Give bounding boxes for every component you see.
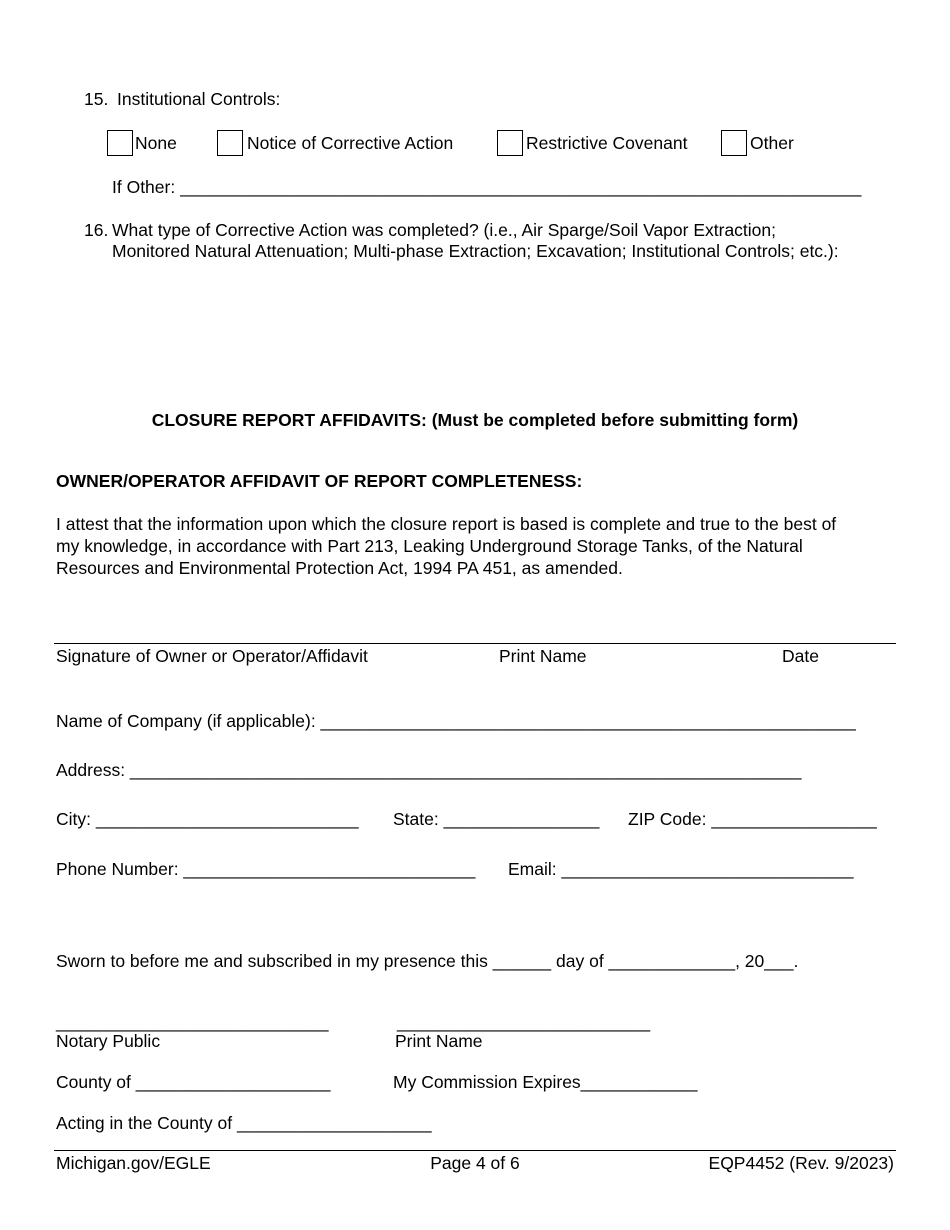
- attest-line-3: Resources and Environmental Protection Act, 1994 PA 451, as amended.: [56, 558, 623, 578]
- signature-line[interactable]: [54, 643, 896, 644]
- footer-divider: [54, 1150, 896, 1151]
- notary-public-label: Notary Public: [56, 1031, 161, 1051]
- phone-field[interactable]: Phone Number: ______________________________: [56, 859, 476, 879]
- address-field[interactable]: Address: _____________________________________________________________________: [56, 760, 802, 780]
- checkbox-notice-of-corrective-action[interactable]: [217, 130, 243, 156]
- acting-county-field[interactable]: Acting in the County of ____________________: [56, 1113, 432, 1133]
- q16-number: 16.: [84, 220, 109, 240]
- print-name-label: Print Name: [499, 646, 587, 666]
- checkbox-other[interactable]: [721, 130, 747, 156]
- sworn-statement[interactable]: Sworn to before me and subscribed in my presence this ______ day of _____________, 20___.: [56, 951, 799, 971]
- date-label: Date: [782, 646, 819, 666]
- option-none-label: None: [135, 133, 177, 153]
- footer-form-id: EQP4452 (Rev. 9/2023): [708, 1153, 894, 1173]
- option-restrictive-label: Restrictive Covenant: [526, 133, 688, 153]
- footer-page-number: Page 4 of 6: [430, 1153, 520, 1173]
- company-field[interactable]: Name of Company (if applicable): _______________________________________________________: [56, 711, 856, 731]
- q15-number: 15.: [84, 89, 109, 109]
- affidavits-title: CLOSURE REPORT AFFIDAVITS: (Must be completed before submitting form): [151, 410, 799, 430]
- email-field[interactable]: Email: ______________________________: [508, 859, 854, 879]
- q16-line1: What type of Corrective Action was completed? (i.e., Air Sparge/Soil Vapor Extraction;: [112, 220, 777, 240]
- signature-label: Signature of Owner or Operator/Affidavit: [56, 646, 368, 666]
- notary-print-name-line[interactable]: __________________________: [397, 1012, 651, 1032]
- owner-affidavit-title: OWNER/OPERATOR AFFIDAVIT OF REPORT COMPLETENESS:: [56, 471, 583, 491]
- state-field[interactable]: State: ________________: [393, 809, 600, 829]
- q15-label: Institutional Controls:: [117, 89, 281, 109]
- zip-field[interactable]: ZIP Code: _________________: [628, 809, 877, 829]
- commission-expires-field[interactable]: My Commission Expires____________: [393, 1072, 698, 1092]
- attest-line-1: I attest that the information upon which the closure report is based is complete and true to the best of: [56, 514, 837, 534]
- footer-website: Michigan.gov/EGLE: [56, 1153, 211, 1173]
- if-other-field[interactable]: If Other: ______________________________________________________________________: [112, 177, 862, 197]
- checkbox-none[interactable]: [107, 130, 133, 156]
- notary-signature-line[interactable]: ____________________________: [56, 1012, 329, 1032]
- option-other-label: Other: [750, 133, 794, 153]
- checkbox-restrictive-covenant[interactable]: [497, 130, 523, 156]
- option-notice-label: Notice of Corrective Action: [247, 133, 454, 153]
- q16-line2: Monitored Natural Attenuation; Multi-phase Extraction; Excavation; Institutional Controls; etc.):: [112, 241, 839, 261]
- county-field[interactable]: County of ____________________: [56, 1072, 331, 1092]
- attest-line-2: my knowledge, in accordance with Part 213, Leaking Underground Storage Tanks, of the Natural: [56, 536, 803, 556]
- city-field[interactable]: City: ___________________________: [56, 809, 359, 829]
- notary-print-name-label: Print Name: [395, 1031, 483, 1051]
